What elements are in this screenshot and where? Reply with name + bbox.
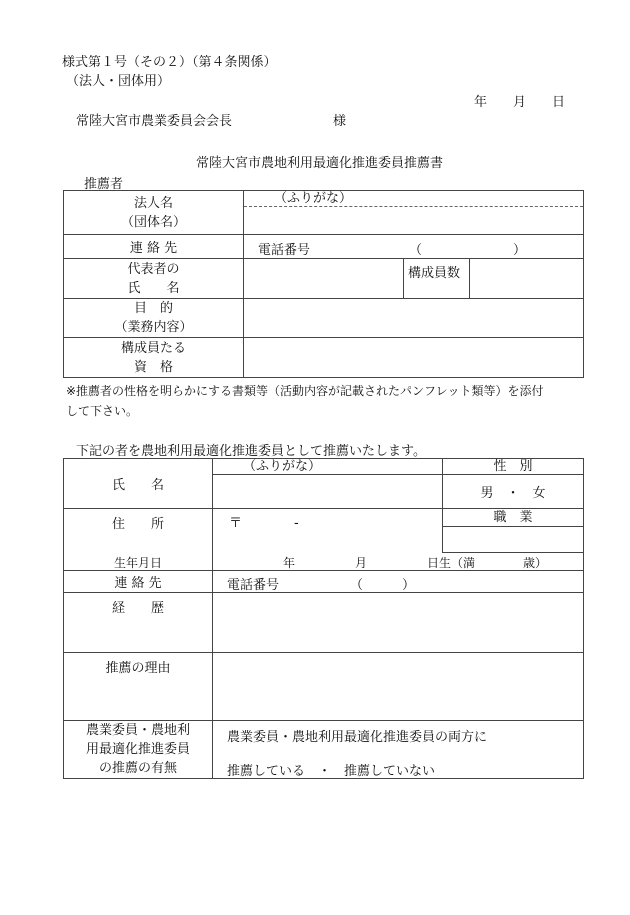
table-row [64,721,584,779]
dual-recommendation-choice[interactable]: 推薦している ・ 推薦していない [227,763,436,779]
representative-field[interactable] [244,259,404,299]
candidate-table [63,458,584,779]
table-row [64,338,584,378]
table-row [64,299,584,338]
contact-label: 連 絡 先 [64,235,244,259]
qualification-field[interactable] [244,338,584,378]
representative-label: 代表者の 氏 名 [64,259,244,299]
candidate-phone-paren: （ ） [350,577,416,593]
date-line: 年 月 日 [474,95,566,110]
table-row [64,593,584,653]
candidate-furigana: （ふりがな） [213,459,443,475]
table-row [64,235,584,259]
purpose-field[interactable] [244,299,584,338]
birth-label: 生年月日 [64,553,213,571]
intro-text: 下記の者を農地利用最適化推進委員として推薦いたします。 [76,444,426,459]
members-field[interactable] [470,259,584,299]
dual-recommendation-label: 農業委員・農地利 用最適化推進委員 の推薦の有無 [64,721,213,779]
reason-label: 推薦の理由 [64,653,213,721]
address-label: 住 所 [64,509,213,553]
form-subtitle: （法人・団体用） [66,74,171,89]
attachment-note: ※推薦者の性格を明らかにする書類等（活動内容が記載されたパンフレット類等）を添付 して下さい。 [66,384,544,418]
history-label: 経 歴 [64,593,213,653]
birth-value[interactable]: 年 月 日生（満 歳） [213,553,584,571]
table-row [64,191,584,235]
reason-field[interactable] [213,653,584,721]
phone-paren: （ ） [409,242,527,258]
name-field[interactable] [213,475,443,509]
name-label: 氏 名 [64,459,213,509]
recommender-section-label: 推薦者 [84,177,124,192]
addressee: 常陸大宮市農業委員会会長 [76,114,233,129]
members-label: 構成員数 [404,259,470,299]
sex-options[interactable]: 男 ・ 女 [443,475,584,509]
table-row [64,553,584,571]
history-field[interactable] [213,593,584,653]
contact-field[interactable] [244,235,584,259]
table-row [64,509,584,527]
document-title: 常陸大宮市農地利用最適化推進委員推薦書 [196,156,444,171]
table-row [64,259,584,299]
corp-furigana: （ふりがな） [244,191,583,207]
postal-code[interactable]: 〒 - [213,509,443,553]
phone-label: 電話番号 [258,242,311,258]
recommender-table [63,190,584,378]
table-row [64,459,584,475]
dual-recommendation-field[interactable] [213,721,584,779]
purpose-label: 目 的 （業務内容） [64,299,244,338]
candidate-contact-label: 連 絡 先 [64,571,213,593]
table-row [64,653,584,721]
candidate-contact-field[interactable] [213,571,584,593]
occupation-field[interactable] [443,527,584,553]
sex-label: 性 別 [443,459,584,475]
table-row [64,571,584,593]
corp-name-label: 法人名 （団体名） [64,191,244,235]
candidate-phone-label: 電話番号 [227,577,280,593]
corp-name-field[interactable] [244,191,584,235]
form-number: 様式第１号（その２）（第４条関係） [62,55,277,70]
occupation-label: 職 業 [443,509,584,527]
honorific: 様 [333,114,347,129]
dual-recommendation-line1: 農業委員・農地利用最適化推進委員の両方に [227,729,488,745]
qualification-label: 構成員たる 資 格 [64,338,244,378]
